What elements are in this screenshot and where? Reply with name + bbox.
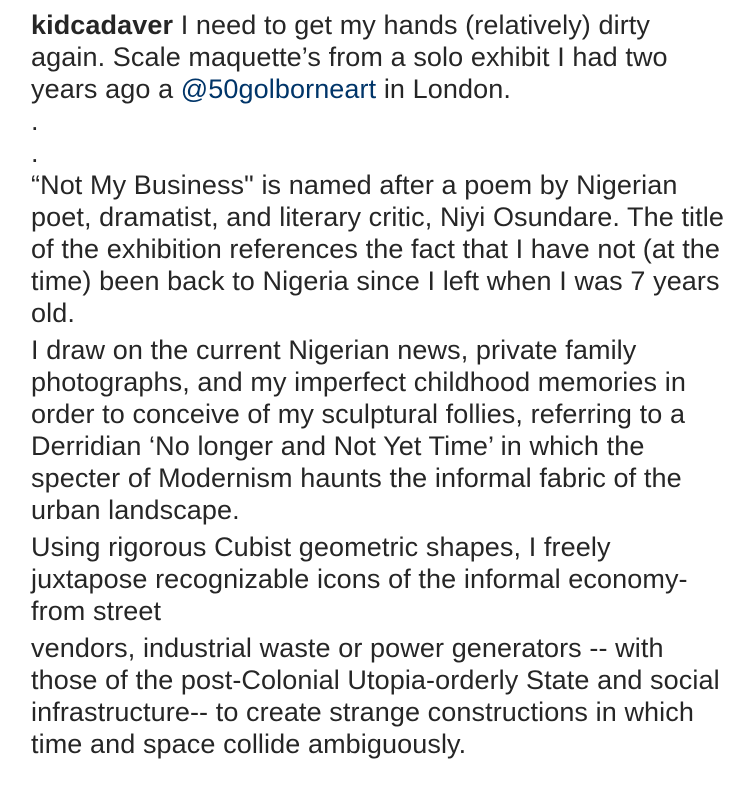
caption-dot-separator: . <box>31 138 39 168</box>
caption-intro-text: I need to get my hands (relatively) dirty again. Scale maquette’s from a solo exhibit I had two years ago a <box>31 10 668 104</box>
mention-link[interactable]: @50golborneart <box>180 74 377 104</box>
caption-intro <box>31 9 731 105</box>
username-link[interactable]: kidcadaver <box>31 10 174 40</box>
caption-paragraph: Using rigorous Cubist geometric shapes, I freely juxtapose recognizable icons of the informal economy- from street <box>31 532 688 626</box>
caption-paragraph: “Not My Business" is named after a poem by Nigerian poet, dramatist, and literary critic, Niyi Osundare. The title of the exhibition references the fact that I have not (at the time) been back to Nigeria since I left when I was 7 years old. <box>31 170 724 328</box>
caption-paragraph: I draw on the current Nigerian news, private family photographs, and my imperfect childhood memories in order to conceive of my sculptural follies, referring to a Derridian ‘No longer and Not Yet Time’ in which the specter of Modernism haunts the informal fabric of the urban landscape. <box>31 335 686 525</box>
caption-intro-end: in London. <box>376 74 511 104</box>
caption-paragraph: vendors, industrial waste or power generators -- with those of the post-Colonial Utopia-orderly State and social infrastructure-- to create strange constructions in which time and space collide ambiguously. <box>31 633 720 759</box>
caption-dot-separator: . <box>31 106 39 136</box>
post-caption <box>31 9 731 760</box>
